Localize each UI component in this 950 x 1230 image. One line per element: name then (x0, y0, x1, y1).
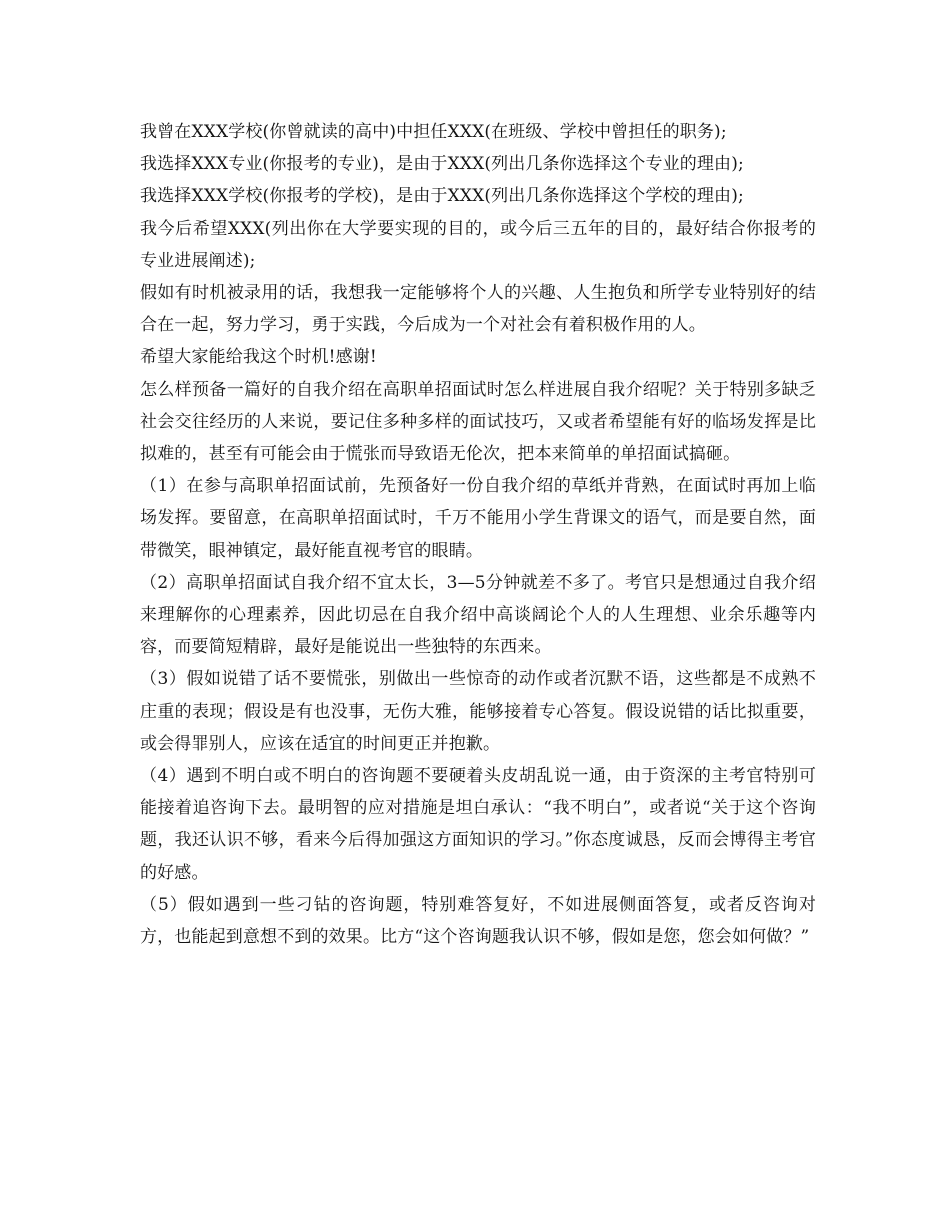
paragraph-future-goal: 我今后希望XXX(列出你在大学要实现的目的，或今后三五年的目的，最好结合你报考的专业进展阐述); (140, 218, 816, 271)
paragraph-tip-5: （5）假如遇到一些刁钻的咨询题，特别难答复好，不如进展侧面答复，或者反咨询对方，也能起到意想不到的效果。比方“这个咨询题我认识不够，假如是您，您会如何做？” (140, 894, 816, 948)
paragraph-tip-1: （1）在参与高职单招面试前，先预备好一份自我介绍的草纸并背熟，在面试时再加上临场发挥。要留意，在高职单招面试时，千万不能用小学生背课文的语气，而是要自然，面带微笑，眼神镇定，最好能直视考官的眼睛。 (140, 476, 816, 561)
paragraph-intro-question: 怎么样预备一篇好的自我介绍在高职单招面试时怎么样进展自我介绍呢？关于特别多缺乏社会交往经历的人来说，要记住多种多样的面试技巧，又或者希望能有好的临场发挥是比拟难的，甚至有可能会由于慌张而导致语无伦次，把本来简单的单招面试搞砸。 (140, 379, 816, 465)
paragraph-tip-2: （2）高职单招面试自我介绍不宜太长，3—5分钟就差不多了。考官只是想通过自我介绍来理解你的心理素养，因此切忌在自我介绍中高谈阔论个人的人生理想、业余乐趣等内容，而要简短精辟，最好是能说出一些独特的东西来。 (140, 572, 816, 658)
document-page (140, 116, 816, 953)
paragraph-tip-4: （4）遇到不明白或不明白的咨询题不要硬着头皮胡乱说一通，由于资深的主考官特别可能接着追咨询下去。最明智的应对措施是坦白承认：“我不明白”，或者说“关于这个咨询题，我还认识不够，看来今后得加强这方面知识的学习。”你态度诚恳，反而会博得主考官的好感。 (140, 766, 816, 883)
paragraph-admission-hope: 假如有时机被录用的话，我想我一定能够将个人的兴趣、人生抱负和所学专业特别好的结合在一起，努力学习，勇于实践，今后成为一个对社会有着积极作用的人。 (140, 283, 816, 336)
paragraph-school-choice: 我选择XXX学校(你报考的学校)，是由于XXX(列出几条你选择这个学校的理由); (140, 186, 744, 207)
paragraph-school-role: 我曾在XXX学校(你曾就读的高中)中担任XXX(在班级、学校中曾担任的职务); (140, 122, 727, 142)
paragraph-major-choice: 我选择XXX专业(你报考的专业)，是由于XXX(列出几条你选择这个专业的理由); (140, 154, 744, 175)
paragraph-thanks: 希望大家能给我这个时机!感谢! (140, 347, 377, 368)
paragraph-tip-3: （3）假如说错了话不要慌张，别做出一些惊奇的动作或者沉默不语，这些都是不成熟不庄重的表现；假设是有也没事，无伤大雅，能够接着专心答复。假设说错的话比拟重要，或会得罪别人，应该在适宜的时间更正并抱歉。 (140, 669, 816, 754)
